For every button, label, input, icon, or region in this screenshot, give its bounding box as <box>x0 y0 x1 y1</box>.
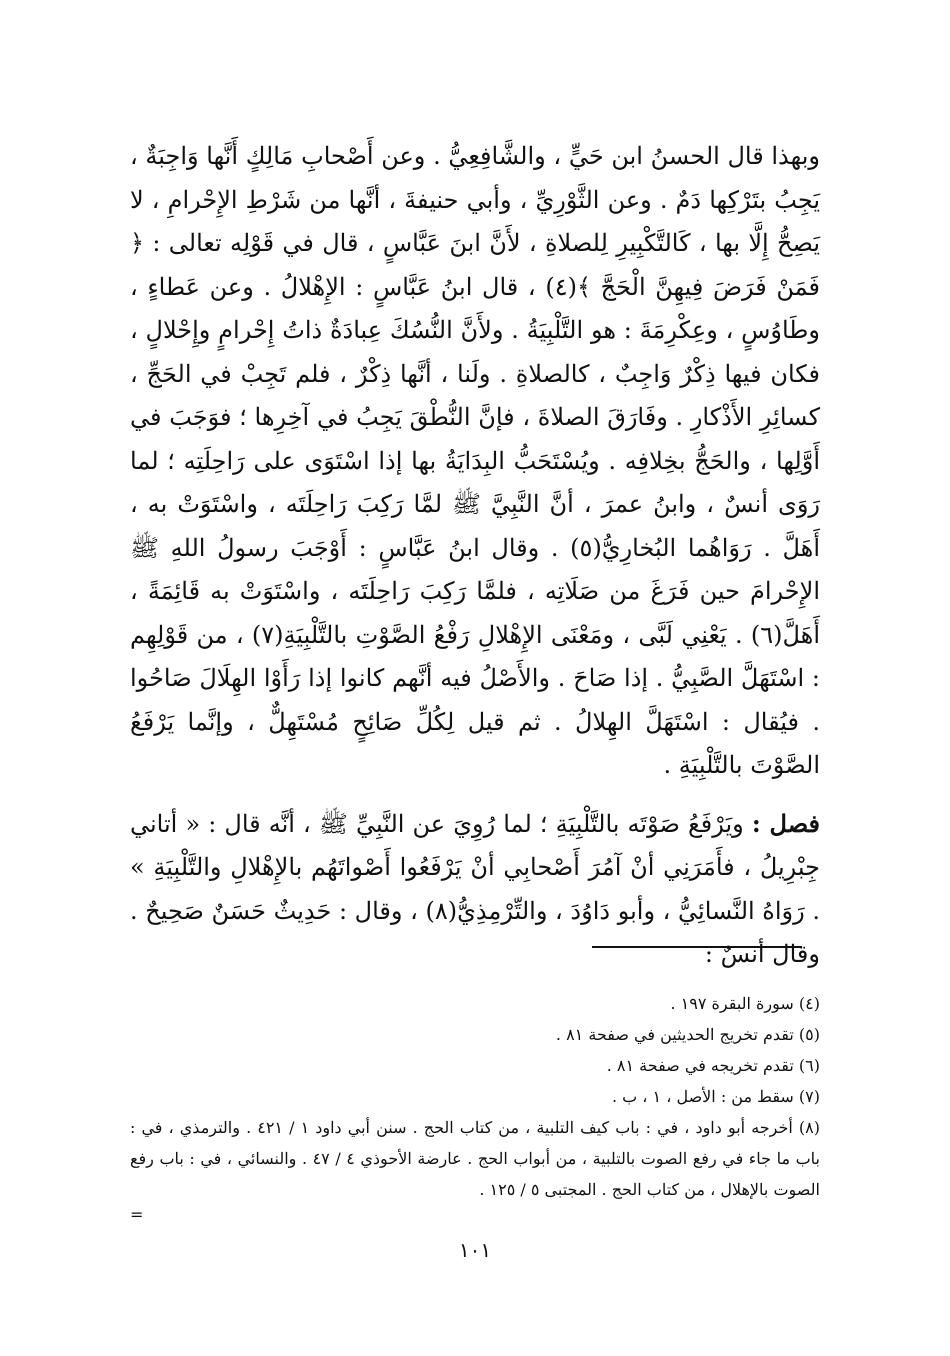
footnote: (٧) سقط من : الأصل ، ١ ، ب . <box>611 1087 820 1106</box>
footnote-divider <box>592 946 802 948</box>
page-number: ١٠١ <box>458 1238 492 1262</box>
main-text <box>130 135 820 977</box>
footnote: (٨) أخرجه أبو داود ، في : باب كيف التلبية ، من كتاب الحج . سنن أبي داود ١ / ٤٢١ . والترمذي ، في : باب ما جاء في رفع الصوت بالتلبية ، من أبواب الحج . عارضة الأحوذي ٤ / ٤٧ . والنسائي ، في : باب رفع الصوت بالإهلال ، من كتاب الحج . المجتبى ٥ / ١٢٥ . <box>130 1118 821 1199</box>
footnote: (٥) تقدم تخريج الحديثين في صفحة ٨١ . <box>555 1025 820 1044</box>
section-text: ويَرْفَعُ صَوْتَه بالتَّلْبِيَةِ ؛ لما رُوِيَ عن النَّبِيِّ ﷺ ، أنَّه قال : « أتاني جِبْرِيلُ ، فأَمَرَنِي أنْ آمُرَ أَصْحابِي أنْ يَرْفَعُوا أَصْواتَهُم بالإِهْلالِ والتَّلْبِيَةِ » . رَوَاهُ النَّسائِيُّ ، وأبو دَاوُدَ ، والتِّرْمِذِيُّ(٨) ، وقال : حَدِيثٌ حَسَنٌ صَحِيحٌ . وقال أنسٌ : <box>130 809 821 968</box>
body-paragraph <box>130 802 820 977</box>
body-paragraph: وبهذا قال الحسنُ ابن حَيٍّ ، والشَّافِعِيُّ . وعن أَصْحابِ مَالِكٍ أَنَّها وَاجِبَةٌ ، يَجِبُ بتَرْكِها دَمٌ . وعن الثَّوْرِيِّ ، وأبي حنيفةَ ، أنَّها من شَرْطِ الإِحْرامِ ، لا يَصِحُّ إِلَّا بها ، كَالتَّكْبِيرِ لِلصلاةِ ، لأَنَّ ابنَ عَبَّاسٍ ، قال في قَوْلِه تعالى : ﴿ فَمَنْ فَرَضَ فِيهِنَّ الْحَجَّ ﴾(٤) ، قال ابنُ عَبَّاسٍ : الإِهْلالُ . وعن عَطاءٍ ، وطَاوُسٍ ، وعِكْرِمَةَ : هو التَّلْبِيَةُ . ولأَنَّ النُّسُكَ عِبادَةٌ ذاتُ إِحْرامٍ وإِحْلالٍ ، فكان فيها ذِكْرٌ وَاجِبٌ ، كالصلاةِ . ولَنا ، أنَّها ذِكْرٌ ، فلم تَجِبْ في الحَجِّ ، كسائِرِ الأَذْكارِ . وفَارَقَ الصلاةَ ، فإنَّ النُّطْقَ يَجِبُ في آخِرِها ؛ فوَجَبَ في أَوَّلِها ، والحَجُّ بخِلافِه . ويُسْتَحَبُّ البِدَايَةُ بها إذا اسْتَوَى على رَاحِلَتِه ؛ لما رَوَى أنسٌ ، وابنُ عمرَ ، أنَّ النَّبِيَّ ﷺ لمَّا رَكِبَ رَاحِلَتَه ، واسْتَوَتْ به ، أَهَلَّ . رَوَاهُما البُخارِيُّ(٥) . وقال ابنُ عَبَّاسٍ : أَوْجَبَ رسولُ اللهِ ﷺ الإِحْرامَ حين فَرَغَ من صَلَاتِه ، فلمَّا رَكِبَ رَاحِلَتَه ، واسْتَوَتْ به قَائِمَةً ، أَهَلَّ(٦) . يَعْنِي لَبَّى ، ومَعْنَى الإِهْلالِ رَفْعُ الصَّوْتِ بالتَّلْبِيَةِ(٧) ، من قَوْلِهِم : اسْتَهَلَّ الصَّبِيُّ . إذا صَاحَ . والأَصْلُ فيه أنَّهم كانوا إذا رَأَوْا الهِلَالَ صَاحُوا . فيُقال : اسْتَهَلَّ الهِلالُ . ثم قيل لِكُلِّ صَائِحٍ مُسْتَهِلٌّ ، وإنَّما يَرْفَعُ الصَّوْتَ بالتَّلْبِيَةِ . <box>130 142 821 779</box>
footnote: (٤) سورة البقرة ١٩٧ . <box>670 994 820 1013</box>
footnotes <box>130 988 820 1225</box>
footnote: (٦) تقدم تخريجه في صفحة ٨١ . <box>606 1056 820 1075</box>
continuation-mark: = <box>130 1205 144 1224</box>
section-label: فصل : <box>751 808 820 838</box>
